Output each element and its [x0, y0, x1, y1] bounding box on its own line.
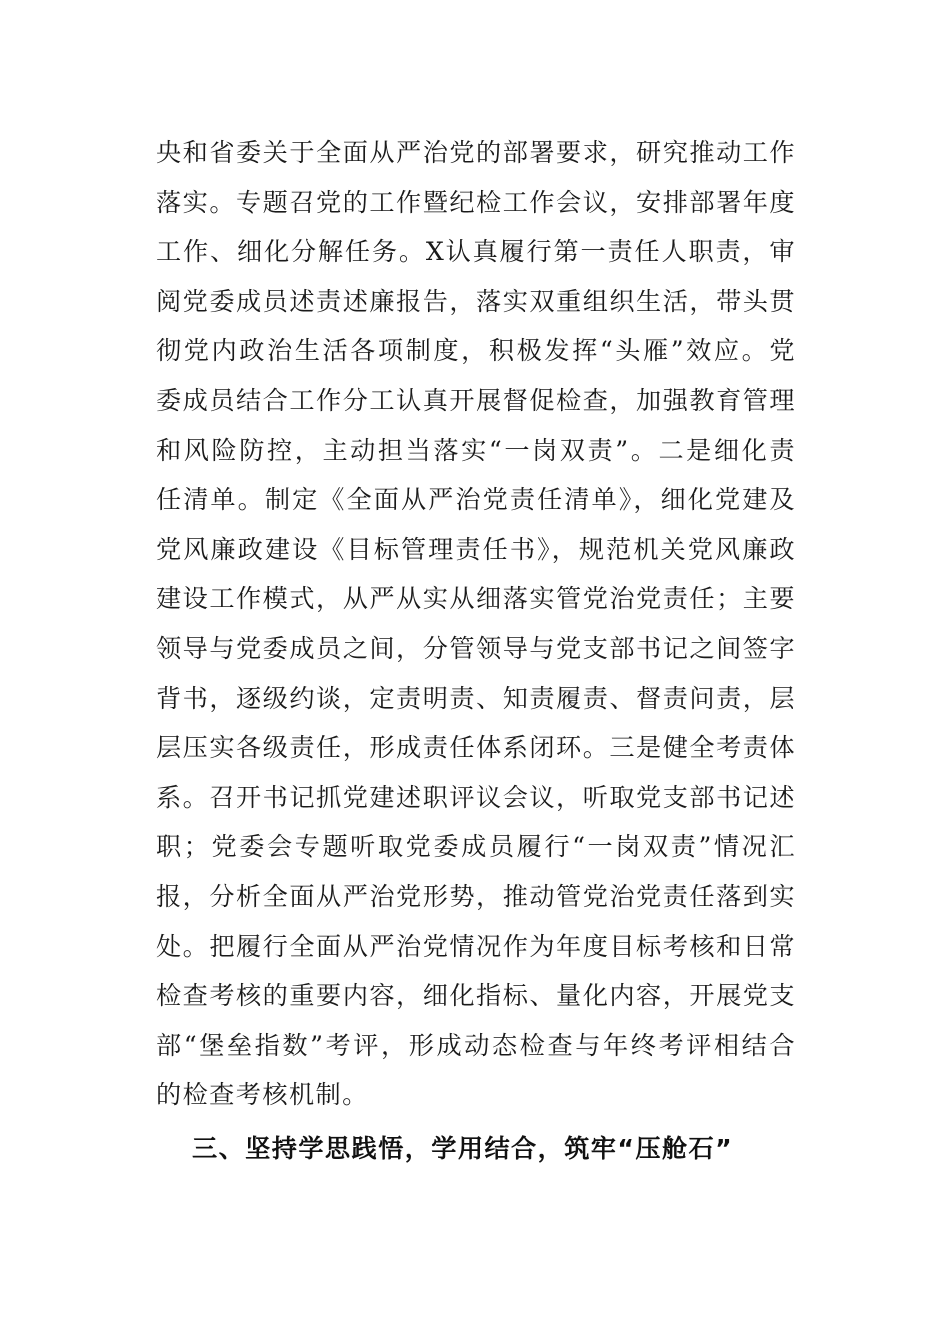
paragraph-line: 系。召开书记抓党建述职评议会议，听取党支部书记述	[156, 782, 796, 812]
paragraph-line: 阅党委成员述责述廉报告，落实双重组织生活，带头贯	[156, 286, 796, 316]
section-heading: 三、坚持学思践悟，学用结合，筑牢“压舱石”	[192, 1134, 734, 1163]
paragraph-line: 处。把履行全面从严治党情况作为年度目标考核和日常	[156, 931, 796, 961]
body-paragraph	[156, 128, 796, 1120]
paragraph-line: 部“堡垒指数”考评，形成动态检查与年终考评相结合	[156, 1030, 796, 1060]
paragraph-line: 领导与党委成员之间，分管领导与党支部书记之间签字	[156, 633, 796, 663]
paragraph-line: 背书，逐级约谈，定责明责、知责履责、督责问责，层	[156, 683, 796, 713]
paragraph-line: 委成员结合工作分工认真开展督促检查，加强教育管理	[156, 385, 796, 415]
paragraph-line: 报，分析全面从严治党形势，推动管党治党责任落到实	[156, 881, 796, 911]
paragraph-line: 彻党内政治生活各项制度，积极发挥“头雁”效应。党	[156, 336, 796, 366]
paragraph-line: 党风廉政建设《目标管理责任书》，规范机关党风廉政	[156, 534, 796, 564]
paragraph-line: 落实。专题召党的工作暨纪检工作会议，安排部署年度	[156, 187, 796, 217]
paragraph-line: 建设工作模式，从严从实从细落实管党治党责任；主要	[156, 584, 796, 614]
paragraph-line: 层压实各级责任，形成责任体系闭环。三是健全考责体	[156, 733, 796, 763]
paragraph-line: 任清单。制定《全面从严治党责任清单》，细化党建及	[156, 485, 796, 515]
paragraph-line: 工作、细化分解任务。X认真履行第一责任人职责，审	[156, 237, 796, 267]
paragraph-line: 的检查考核机制。	[156, 1080, 369, 1110]
paragraph-line: 央和省委关于全面从严治党的部署要求，研究推动工作	[156, 138, 796, 167]
paragraph-line: 职；党委会专题听取党委成员履行“一岗双责”情况汇	[156, 832, 796, 862]
paragraph-line: 和风险防控，主动担当落实“一岗双责”。二是细化责	[156, 435, 796, 465]
paragraph-line: 检查考核的重要内容，细化指标、量化内容，开展党支	[156, 981, 796, 1011]
